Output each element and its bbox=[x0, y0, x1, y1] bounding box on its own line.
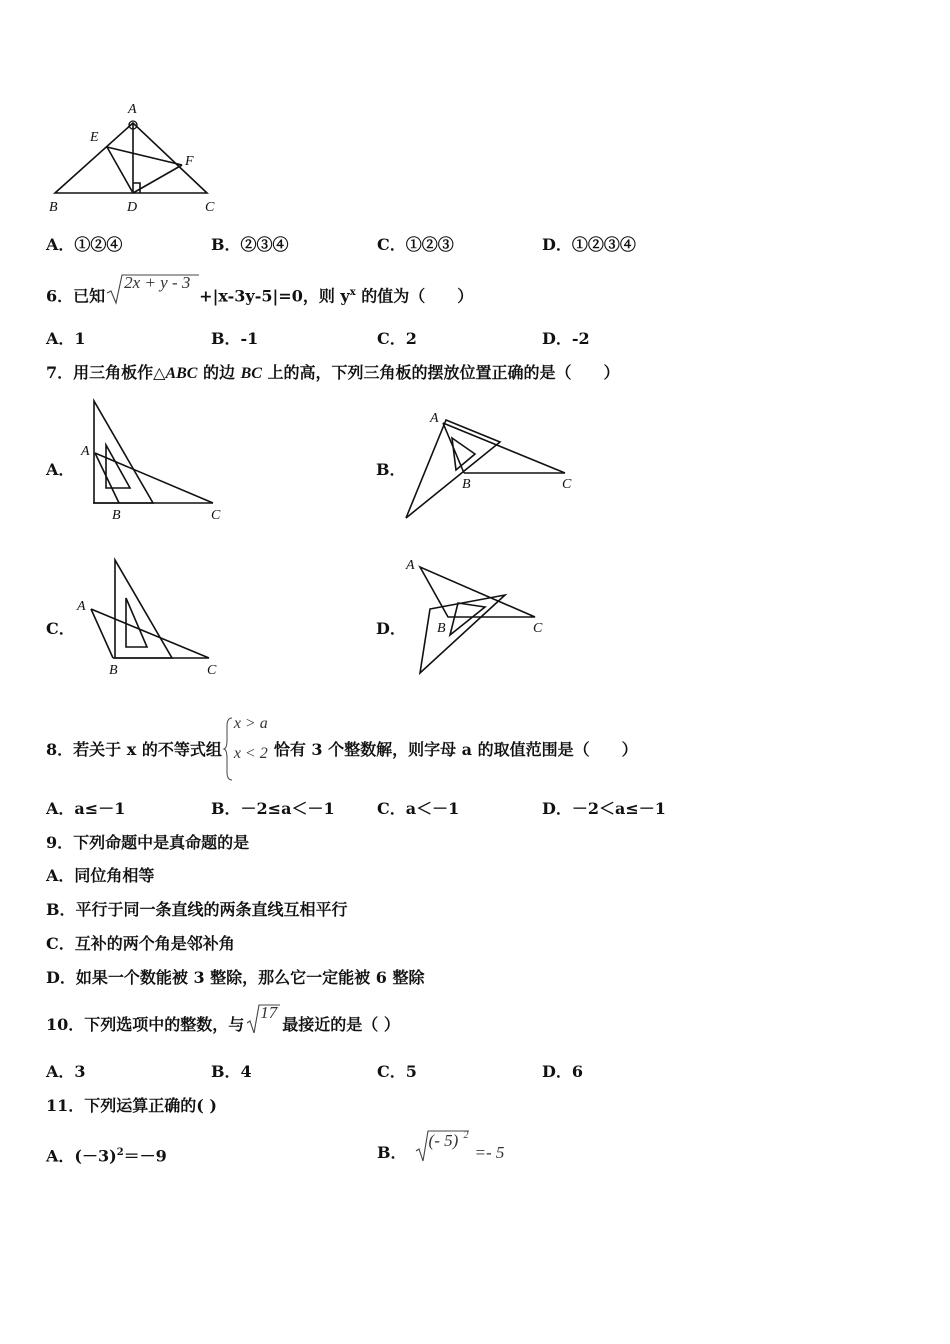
q11-stem: 11．下列运算正确的( ) bbox=[46, 1096, 217, 1115]
q5-option-c[interactable]: C．①②③ bbox=[377, 235, 454, 254]
q7-option-d[interactable]: D． bbox=[376, 619, 406, 638]
q10-sqrt: 17 bbox=[244, 1015, 282, 1035]
segment-ef bbox=[107, 147, 182, 165]
q11-option-a[interactable]: A．$(-3)^2=-9$ bbox=[46, 1146, 167, 1166]
svg-text:B: B bbox=[112, 508, 121, 523]
q9-option-a[interactable]: A．同位角相等 bbox=[46, 866, 155, 885]
svg-text:C: C bbox=[211, 508, 221, 523]
q5-option-b[interactable]: B．②③④ bbox=[211, 235, 289, 254]
q8-inequality-system: x > a x < 2 bbox=[222, 740, 274, 760]
q10-option-b[interactable]: B．4 bbox=[211, 1062, 252, 1081]
svg-text:C: C bbox=[562, 477, 572, 492]
q7-figure-a[interactable] bbox=[75, 395, 235, 525]
label-c: C bbox=[205, 200, 215, 215]
q6-option-a[interactable]: A．1 bbox=[46, 329, 86, 348]
label-e: E bbox=[90, 130, 99, 145]
q8-option-c[interactable]: C．a＜－1 bbox=[377, 799, 460, 818]
q9-option-b[interactable]: B．平行于同一条直线的两条直线互相平行 bbox=[46, 900, 348, 919]
segment-ed bbox=[107, 147, 133, 193]
q8-option-b[interactable]: B．－2≤a＜－1 bbox=[211, 799, 335, 818]
q11-sqrt: (- 5) 2 bbox=[407, 1143, 467, 1163]
q10-option-c[interactable]: C．5 bbox=[377, 1062, 417, 1081]
q6-option-b[interactable]: B．-1 bbox=[211, 329, 259, 348]
svg-text:B: B bbox=[109, 663, 118, 678]
q7-stem: 7．用三角板作△ABC 的边 BC 上的高，下列三角板的摆放位置正确的是（ ） bbox=[46, 363, 620, 382]
q10-option-d[interactable]: D．6 bbox=[542, 1062, 584, 1081]
q5-option-d[interactable]: D．①②③④ bbox=[542, 235, 636, 254]
q6-stem: 6．已知 2x + y - 3 +|x-3y-5|=0，则 $y^x$ 的值为（ ） bbox=[46, 273, 474, 306]
q6-sqrt: 2x + y - 3 bbox=[105, 283, 199, 303]
q7-option-c[interactable]: C． bbox=[46, 619, 75, 638]
svg-text:A: A bbox=[77, 599, 86, 614]
svg-text:B: B bbox=[462, 477, 471, 492]
label-d: D bbox=[127, 200, 138, 215]
q8-option-a[interactable]: A．a≤－1 bbox=[46, 799, 126, 818]
label-f: F bbox=[185, 154, 194, 169]
q8-option-d[interactable]: D．－2＜a≤－1 bbox=[542, 799, 666, 818]
q7-figure-d[interactable] bbox=[400, 555, 560, 685]
q10-option-a[interactable]: A．3 bbox=[46, 1062, 86, 1081]
q9-stem: 9．下列命题中是真命题的是 bbox=[46, 833, 250, 852]
q9-option-d[interactable]: D．如果一个数能被 3 整除，那么它一定能被 6 整除 bbox=[46, 968, 425, 987]
svg-text:C: C bbox=[533, 621, 543, 636]
q6-option-c[interactable]: C．2 bbox=[377, 329, 417, 348]
q7-figure-b[interactable] bbox=[400, 400, 590, 525]
label-a: A bbox=[128, 102, 137, 117]
q7-option-b[interactable]: B． bbox=[376, 460, 406, 479]
q6-option-d[interactable]: D．-2 bbox=[542, 329, 590, 348]
svg-text:A: A bbox=[81, 444, 90, 459]
q5-option-a[interactable]: A．①②④ bbox=[46, 235, 123, 254]
q10-stem: 10．下列选项中的整数，与 17 最接近的是（ ） bbox=[46, 1003, 400, 1034]
svg-text:B: B bbox=[437, 621, 446, 636]
svg-text:A: A bbox=[430, 411, 439, 426]
svg-text:C: C bbox=[207, 663, 217, 678]
q7-figure-c[interactable] bbox=[75, 550, 235, 680]
q8-stem: 8．若关于 x 的不等式组 x > a x < 2 恰有 3 个整数解，则字母 a 的取值范围是（ ） bbox=[46, 740, 638, 760]
q7-option-a[interactable]: A． bbox=[46, 460, 75, 479]
svg-text:A: A bbox=[406, 558, 415, 573]
q9-option-c[interactable]: C．互补的两个角是邻补角 bbox=[46, 934, 235, 953]
q5-triangle-figure bbox=[40, 95, 240, 220]
q11-option-b[interactable]: B． (- 5) 2 =- 5 bbox=[377, 1130, 505, 1162]
label-b: B bbox=[49, 200, 58, 215]
